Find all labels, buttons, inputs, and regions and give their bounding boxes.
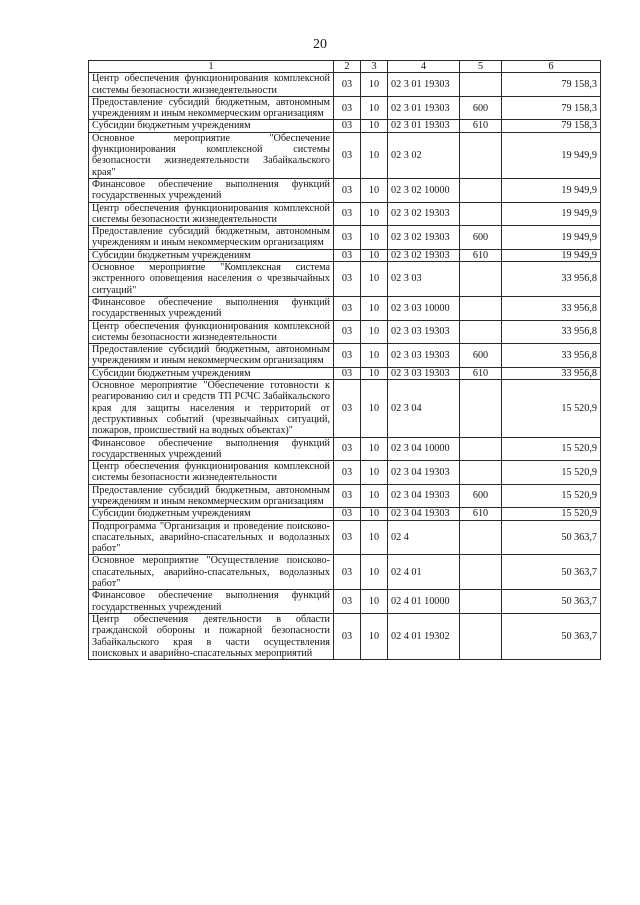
row-target-article-code: 02 3 02 19303 (388, 202, 460, 226)
row-section-code: 03 (334, 484, 361, 508)
row-amount: 33 956,8 (502, 320, 601, 344)
row-amount: 33 956,8 (502, 344, 601, 368)
row-amount: 50 363,7 (502, 520, 601, 555)
row-target-article-code: 02 3 04 19303 (388, 461, 460, 485)
row-expense-type-code: 610 (460, 120, 502, 132)
row-target-article-code: 02 3 02 19303 (388, 249, 460, 261)
budget-table (88, 60, 601, 660)
row-target-article-code: 02 4 01 10000 (388, 590, 460, 614)
row-section-code: 03 (334, 380, 361, 437)
row-target-article-code: 02 4 01 19302 (388, 613, 460, 659)
row-target-article-code: 02 3 04 (388, 380, 460, 437)
row-description: Субсидии бюджетным учреждениям (89, 249, 334, 261)
row-section-code: 03 (334, 96, 361, 120)
row-amount: 50 363,7 (502, 555, 601, 590)
row-description: Центр обеспечения функционирования комплексной системы безопасности жизнедеятельности (89, 320, 334, 344)
row-amount: 50 363,7 (502, 590, 601, 614)
table-row (89, 380, 601, 437)
row-amount: 33 956,8 (502, 296, 601, 320)
table-row (89, 226, 601, 250)
table-row (89, 520, 601, 555)
row-expense-type-code (460, 320, 502, 344)
row-section-code: 03 (334, 249, 361, 261)
row-target-article-code: 02 3 02 10000 (388, 178, 460, 202)
row-target-article-code: 02 3 02 19303 (388, 226, 460, 250)
table-row (89, 344, 601, 368)
row-subsection-code: 10 (361, 96, 388, 120)
row-amount: 79 158,3 (502, 120, 601, 132)
row-expense-type-code (460, 178, 502, 202)
row-amount: 33 956,8 (502, 367, 601, 379)
row-expense-type-code: 610 (460, 249, 502, 261)
row-expense-type-code (460, 555, 502, 590)
table-row (89, 249, 601, 261)
row-description: Субсидии бюджетным учреждениям (89, 508, 334, 520)
row-section-code: 03 (334, 590, 361, 614)
row-target-article-code: 02 3 02 (388, 132, 460, 178)
table-row (89, 178, 601, 202)
row-section-code: 03 (334, 613, 361, 659)
row-section-code: 03 (334, 508, 361, 520)
row-target-article-code: 02 3 01 19303 (388, 73, 460, 97)
row-expense-type-code: 610 (460, 508, 502, 520)
row-expense-type-code (460, 461, 502, 485)
row-expense-type-code (460, 380, 502, 437)
row-section-code: 03 (334, 120, 361, 132)
row-subsection-code: 10 (361, 262, 388, 297)
table-row (89, 613, 601, 659)
row-section-code: 03 (334, 132, 361, 178)
row-target-article-code: 02 3 04 19303 (388, 484, 460, 508)
row-subsection-code: 10 (361, 226, 388, 250)
row-target-article-code: 02 3 01 19303 (388, 96, 460, 120)
row-section-code: 03 (334, 367, 361, 379)
row-subsection-code: 10 (361, 437, 388, 461)
row-target-article-code: 02 3 03 19303 (388, 344, 460, 368)
row-subsection-code: 10 (361, 555, 388, 590)
row-expense-type-code: 610 (460, 367, 502, 379)
page-number: 20 (313, 37, 327, 52)
row-section-code: 03 (334, 178, 361, 202)
table-row (89, 555, 601, 590)
row-description: Центр обеспечения функционирования комплексной системы безопасности жизнедеятельности (89, 202, 334, 226)
row-amount: 19 949,9 (502, 226, 601, 250)
row-target-article-code: 02 3 03 19303 (388, 367, 460, 379)
row-description: Субсидии бюджетным учреждениям (89, 367, 334, 379)
row-subsection-code: 10 (361, 344, 388, 368)
row-description: Финансовое обеспечение выполнения функций государственных учреждений (89, 296, 334, 320)
row-amount: 79 158,3 (502, 96, 601, 120)
row-target-article-code: 02 3 03 (388, 262, 460, 297)
row-subsection-code: 10 (361, 613, 388, 659)
table-row (89, 484, 601, 508)
row-expense-type-code (460, 262, 502, 297)
row-section-code: 03 (334, 461, 361, 485)
row-description: Предоставление субсидий бюджетным, автономным учреждениям и иным некоммерческим организациям (89, 96, 334, 120)
row-section-code: 03 (334, 262, 361, 297)
table-row (89, 120, 601, 132)
column-number-amount: 6 (502, 61, 601, 73)
row-expense-type-code (460, 296, 502, 320)
row-target-article-code: 02 3 04 19303 (388, 508, 460, 520)
row-subsection-code: 10 (361, 461, 388, 485)
row-description: Центр обеспечения функционирования комплексной системы безопасности жизнедеятельности (89, 73, 334, 97)
row-amount: 15 520,9 (502, 380, 601, 437)
row-amount: 33 956,8 (502, 262, 601, 297)
row-description: Субсидии бюджетным учреждениям (89, 120, 334, 132)
row-expense-type-code (460, 73, 502, 97)
row-section-code: 03 (334, 73, 361, 97)
row-section-code: 03 (334, 344, 361, 368)
row-description: Предоставление субсидий бюджетным, автономным учреждениям и иным некоммерческим организациям (89, 484, 334, 508)
row-section-code: 03 (334, 226, 361, 250)
row-subsection-code: 10 (361, 120, 388, 132)
row-amount: 50 363,7 (502, 613, 601, 659)
row-subsection-code: 10 (361, 202, 388, 226)
row-subsection-code: 10 (361, 132, 388, 178)
row-description: Центр обеспечения деятельности в области гражданской обороны и пожарной безопасности Забайкальского края в части осуществления поисковых и аварийно-спасательных мероприятий (89, 613, 334, 659)
row-description: Основное мероприятие "Обеспечение функционирования комплексной системы безопасности жизнедеятельности Забайкальского края" (89, 132, 334, 178)
row-subsection-code: 10 (361, 520, 388, 555)
table-row (89, 262, 601, 297)
row-description: Предоставление субсидий бюджетным, автономным учреждениям и иным некоммерческим организациям (89, 226, 334, 250)
table-row (89, 508, 601, 520)
table-row (89, 202, 601, 226)
row-target-article-code: 02 4 (388, 520, 460, 555)
row-amount: 15 520,9 (502, 461, 601, 485)
row-amount: 79 158,3 (502, 73, 601, 97)
table-row (89, 437, 601, 461)
row-description: Основное мероприятие "Обеспечение готовности к реагированию сил и средств ТП РСЧС Забайкальского края для защиты населения и территорий от деструктивных событий (чрезвычайных ситуаций, пожаров, происшествий на водных объектах)" (89, 380, 334, 437)
row-expense-type-code: 600 (460, 96, 502, 120)
row-description: Основное мероприятие "Комплексная система экстренного оповещения населения о чрезвычайных ситуаций" (89, 262, 334, 297)
row-section-code: 03 (334, 296, 361, 320)
table-row (89, 320, 601, 344)
row-amount: 19 949,9 (502, 132, 601, 178)
row-description: Финансовое обеспечение выполнения функций государственных учреждений (89, 178, 334, 202)
row-description: Предоставление субсидий бюджетным, автономным учреждениям и иным некоммерческим организациям (89, 344, 334, 368)
row-amount: 19 949,9 (502, 202, 601, 226)
table-row (89, 96, 601, 120)
row-subsection-code: 10 (361, 73, 388, 97)
table-row (89, 296, 601, 320)
table-body (89, 73, 601, 660)
row-subsection-code: 10 (361, 320, 388, 344)
row-expense-type-code: 600 (460, 344, 502, 368)
row-subsection-code: 10 (361, 178, 388, 202)
row-target-article-code: 02 3 03 10000 (388, 296, 460, 320)
column-number-subsection: 3 (361, 61, 388, 73)
table-row (89, 367, 601, 379)
row-target-article-code: 02 4 01 (388, 555, 460, 590)
row-expense-type-code (460, 202, 502, 226)
column-number-expense-type: 5 (460, 61, 502, 73)
row-subsection-code: 10 (361, 380, 388, 437)
row-amount: 15 520,9 (502, 437, 601, 461)
row-expense-type-code (460, 590, 502, 614)
row-target-article-code: 02 3 03 19303 (388, 320, 460, 344)
row-subsection-code: 10 (361, 296, 388, 320)
row-amount: 15 520,9 (502, 508, 601, 520)
column-number-target-article: 4 (388, 61, 460, 73)
row-description: Подпрограмма "Организация и проведение поисково-спасательных, аварийно-спасательных и водолазных работ" (89, 520, 334, 555)
row-description: Основное мероприятие "Осуществление поисково-спасательных, аварийно-спасательных, водолазных работ" (89, 555, 334, 590)
row-subsection-code: 10 (361, 590, 388, 614)
column-number-description: 1 (89, 61, 334, 73)
row-expense-type-code (460, 520, 502, 555)
row-expense-type-code (460, 437, 502, 461)
row-description: Финансовое обеспечение выполнения функций государственных учреждений (89, 590, 334, 614)
row-target-article-code: 02 3 04 10000 (388, 437, 460, 461)
row-amount: 19 949,9 (502, 178, 601, 202)
column-number-row (89, 61, 601, 73)
row-section-code: 03 (334, 437, 361, 461)
row-description: Финансовое обеспечение выполнения функций государственных учреждений (89, 437, 334, 461)
row-section-code: 03 (334, 202, 361, 226)
table-row (89, 461, 601, 485)
row-section-code: 03 (334, 555, 361, 590)
row-subsection-code: 10 (361, 508, 388, 520)
column-number-section: 2 (334, 61, 361, 73)
row-subsection-code: 10 (361, 484, 388, 508)
row-expense-type-code: 600 (460, 226, 502, 250)
row-amount: 15 520,9 (502, 484, 601, 508)
row-section-code: 03 (334, 320, 361, 344)
row-target-article-code: 02 3 01 19303 (388, 120, 460, 132)
row-expense-type-code (460, 613, 502, 659)
row-section-code: 03 (334, 520, 361, 555)
table-row (89, 132, 601, 178)
row-subsection-code: 10 (361, 249, 388, 261)
row-subsection-code: 10 (361, 367, 388, 379)
row-expense-type-code: 600 (460, 484, 502, 508)
table-row (89, 590, 601, 614)
row-description: Центр обеспечения функционирования комплексной системы безопасности жизнедеятельности (89, 461, 334, 485)
row-expense-type-code (460, 132, 502, 178)
row-amount: 19 949,9 (502, 249, 601, 261)
table-row (89, 73, 601, 97)
